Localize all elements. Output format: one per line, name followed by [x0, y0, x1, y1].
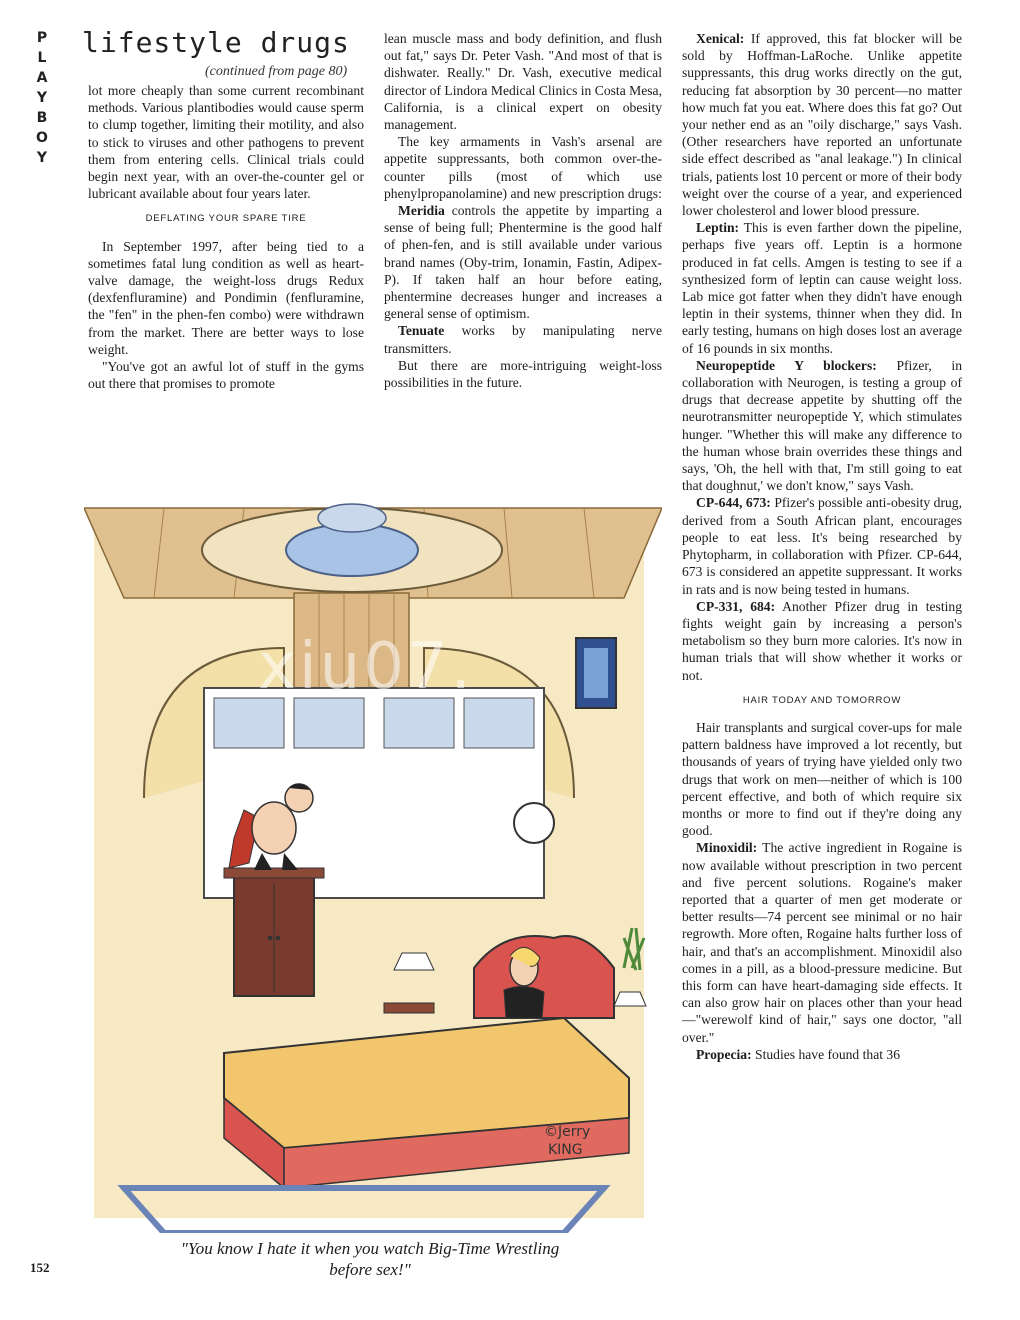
text-column-2	[384, 30, 662, 391]
text-column-1	[88, 82, 364, 392]
paragraph-body: works by manipulating nerve transmitters.	[384, 323, 662, 356]
drug-name-cp331: CP-331, 684:	[696, 598, 776, 614]
paragraph	[682, 598, 962, 684]
paragraph	[384, 202, 662, 322]
continued-note: (continued from page 80)	[205, 64, 348, 79]
woman-body	[504, 986, 544, 1018]
drug-name-propecia: Propecia:	[696, 1046, 752, 1062]
cartoon-caption: "You know I hate it when you watch Big-Time Wrestling before sex!"	[180, 1239, 560, 1279]
paragraph-body: Pfizer's possible anti-obesity drug, derived from a South African plant, encourages people to eat less. It's being researched by Phytopharm, in collaboration with Pfizer. CP-644, 673 is considered an appetite suppressant. It works in rats and is now being tested in humans.	[682, 495, 962, 597]
magazine-masthead: PLAYBOY	[34, 30, 50, 170]
round-window	[514, 803, 554, 843]
artist-signature-line2: KING	[548, 1142, 583, 1158]
paragraph-body: Studies have found that 36	[751, 1046, 901, 1062]
paragraph-body: Pfizer, in collaboration with Neurogen, is testing a group of drugs that decrease appetite by shutting off the neurotransmitter neuropeptide Y, which stimulates hunger. "Whether this will make any difference to the human whose brain overrides these things and says, 'Oh, the hell with that, I'm still going to eat that doughnut,' we don't know," says Vash.	[682, 357, 963, 494]
paragraph-body: This is even farther down the pipeline, perhaps five years off. Leptin is a hormone produced in fat cells. Amgen is testing to see if a synthesized form of leptin can cause weight loss. Lab mice got fatter when they didn't have enough leptin in their systems, thinner when they did. In early testing, humans on high doses lost an average of 16 pounds in six months.	[682, 220, 962, 356]
artist-signature: ©Jerry	[544, 1124, 591, 1140]
watermark: xiu07.	[258, 630, 474, 704]
paragraph: lot more cheaply than some current recombinant methods. Various plantibodies would cause sperm to clump together, limiting their motility, and also to stick to viruses and other pathogens to prevent them from entering cells. Clinical trials could begin next year, with an over-the-counter gel or lubricant available about four years later.	[88, 83, 364, 202]
text-column-3	[682, 30, 962, 1063]
paragraph	[682, 357, 962, 495]
paragraph-body: If approved, this fat blocker will be sold by Hoffman-LaRoche. Unlike appetite suppressants, this drug works directly on the gut, reducing fat absorption by 30 percent—no matter how much fat you eat. Where does this fat go? Out your nether end as an "oily discharge," says Vash. (Other researchers have reported an unfortunate side effect described as "anal leakage.") In clinical trials, patients lost 10 percent or more of their body weight over the course of a year, and experienced lower cholesterol and lower blood pressure.	[682, 31, 962, 219]
paragraph: Hair transplants and surgical cover-ups for male pattern baldness have improved a lot recently, but thousands of years of trying have yielded only two drugs that work on men—neither of which is 100 percent effective, and both of which require six months or more to find out if they're doing any good.	[682, 719, 962, 839]
paragraph-body: Another Pfizer drug in testing fights weight gain by increasing a person's metabolism so they burn more calories. It's now in human trials that will show whether it works or not.	[682, 598, 962, 683]
drug-name-cp644: CP-644, 673:	[696, 495, 771, 511]
paragraph	[682, 219, 962, 357]
drug-name-leptin: Leptin:	[696, 220, 740, 236]
paragraph: The key armaments in Vash's arsenal are appetite suppressants, both common over-the-counter pills (most of which use phenylpropanolamine) and new prescription drugs:	[384, 134, 662, 201]
subheading-spare-tire: DEFLATING YOUR SPARE TIRE	[145, 213, 307, 225]
lamp-right	[614, 992, 646, 1006]
paragraph	[682, 30, 962, 219]
section-title: lifestyle drugs	[82, 26, 350, 59]
paragraph-body: The active ingredient in Rogaine is now available without prescription in two percent and five percent solutions. Rogaine's maker reported that a quarter of men get moderate or better results—74 percent see minimal or no hair regrowth. More often, Rogaine halts further loss of hair, and that's an accomplishment. Minoxidil also comes in a pill, as a blood-pressure medicine. But this form can have heart-damaging side effects. It can also grow hair on places other than your head—"werewolf kind of hair," says one doctor, "all over."	[682, 840, 962, 1045]
subheading-hair: HAIR TODAY AND TOMORROW	[742, 694, 902, 706]
paragraph: "You've got an awful lot of stuff in the gyms out there that promises to promote	[88, 359, 364, 392]
paragraph	[682, 494, 962, 597]
wrestler-body	[252, 802, 296, 854]
paragraph: In September 1997, after being tied to a sometimes fatal lung condition as well as heart-valve damage, the weight-loss drugs Redux (dexfenfluramine) and Pondimin (fenfluramine, the "fen" in the phen-fen combo) were withdrawn from the market. There are better ways to lose weight.	[88, 238, 364, 357]
drug-name-minoxidil: Minoxidil:	[696, 840, 758, 856]
paragraph	[682, 1046, 962, 1063]
cartoon-illustration	[84, 498, 662, 1233]
drug-name-npy: Neuropeptide Y blockers:	[696, 357, 877, 373]
paragraph-body: controls the appetite by imparting a sense of being full; Phentermine is the good half of phen-fen, and is still available under various brand names (Oby-trim, Ionamin, Fastin, Adipex-P). If taken half an hour before eating, phentermine decreases hunger and increases a general sense of optimism.	[384, 203, 662, 322]
drug-name-xenical: Xenical:	[696, 31, 745, 46]
paragraph	[682, 839, 962, 1045]
paragraph: lean muscle mass and body definition, and flush out fat," says Dr. Peter Vash. "And most of that is dishwater. Really." Dr. Vash, executive medical director of Lindora Medical Clinics in Costa Mesa, California, is a clinical expert on obesity management.	[384, 31, 662, 133]
paragraph: But there are more-intriguing weight-loss possibilities in the future.	[384, 357, 662, 391]
page-number: 152	[30, 1260, 50, 1275]
paragraph	[384, 322, 662, 356]
drug-name-tenuate: Tenuate	[398, 323, 445, 339]
headboard	[474, 936, 614, 1018]
drug-name-meridia: Meridia	[398, 203, 445, 219]
